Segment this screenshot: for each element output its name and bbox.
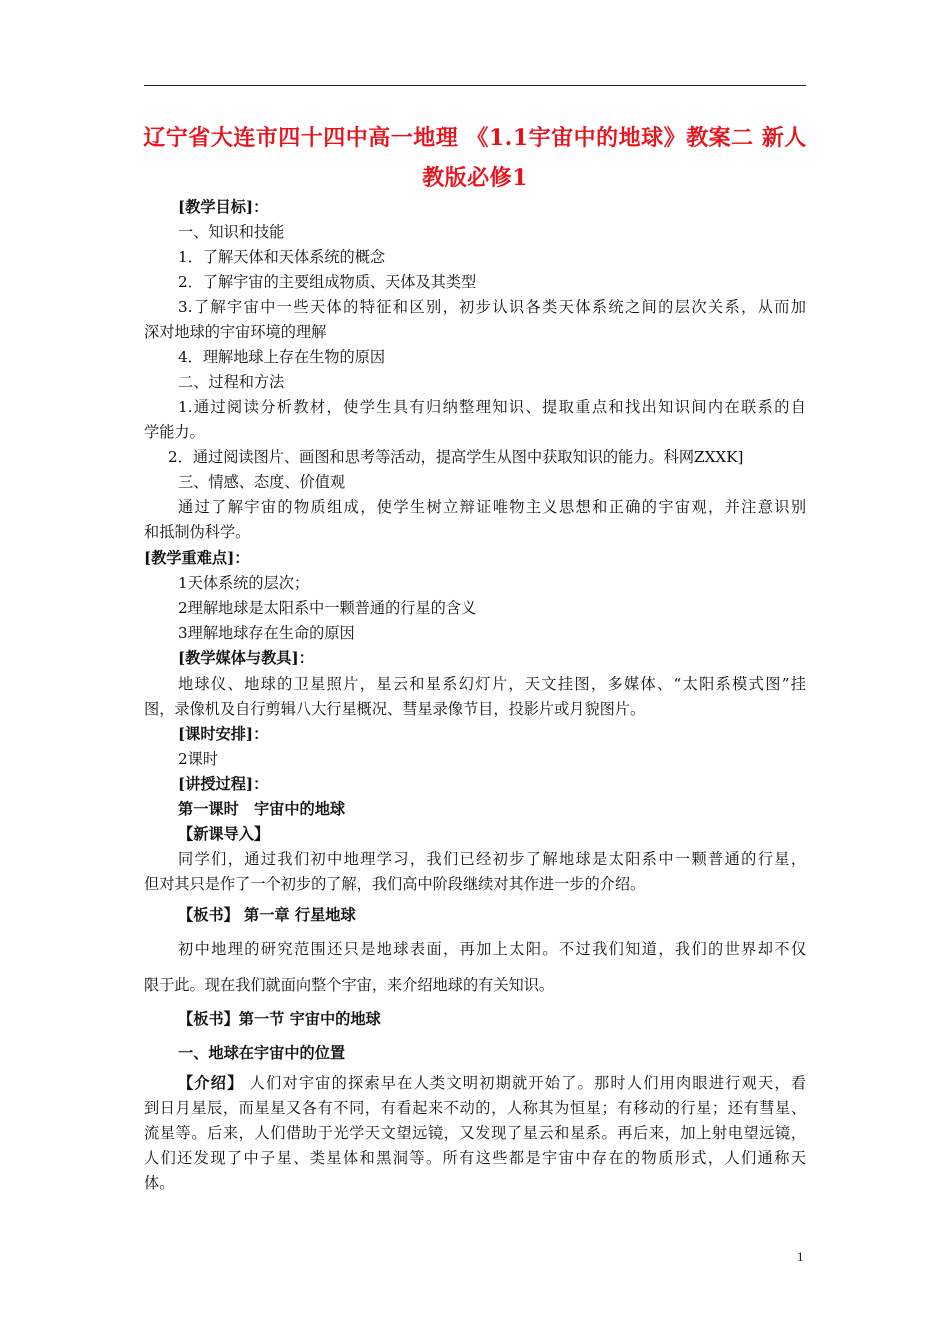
text-line: 1天体系统的层次； [178,574,310,592]
text-line: 【新课导入】 [178,825,270,843]
text-line: 2课时 [178,750,219,768]
text-line: 初中地理的研究范围还只是地球表面，再加上太阳。不过我们知道，我们的世界却不仅 [178,940,806,958]
text-line: 学能力。 [144,423,205,441]
text-line: 流星等。后来，人们借助于光学天文望远镜，又发现了星云和星系。再后来，加上射电望远镜， [144,1124,806,1142]
text-line: 3.了解宇宙中一些天体的特征和区别，初步认识各类天体系统之间的层次关系，从而加 [178,298,806,316]
page-number: 1 [797,1249,804,1264]
text-line: 到日月星辰，而星星又各有不同，有看起来不动的，人称其为恒星；有移动的行星；还有彗星、 [144,1099,806,1117]
text-line: 深对地球的宇宙环境的理解 [144,323,327,341]
text-line: [课时安排]： [178,725,269,743]
text-line: 3理解地球存在生命的原因 [178,624,355,642]
text-line: 人们还发现了中子星、类星体和黑洞等。所有这些都是宇宙中存在的物质形式，人们通称天 [144,1149,806,1167]
text-line: [教学重难点]： [144,549,250,567]
text-line: 【板书】第一节 宇宙中的地球 [178,1010,381,1028]
text-line: 限于此。现在我们就面向整个宇宙，来介绍地球的有关知识。 [144,976,555,994]
text-line: [教学目标]： [178,198,269,216]
text-line: 同学们，通过我们初中地理学习，我们已经初步了解地球是太阳系中一颗普通的行星， [178,850,806,868]
text-line: 2理解地球是太阳系中一颗普通的行星的含义 [178,599,477,617]
text-line: 1．了解天体和天体系统的概念 [178,248,386,266]
text-line: [讲授过程]： [178,775,269,793]
text-line: 通过了解宇宙的物质组成，使学生树立辩证唯物主义思想和正确的宇宙观，并注意识别 [178,498,806,516]
text-line: 第一课时 宇宙中的地球 [178,800,346,818]
text-line: 体。 [144,1174,175,1192]
text-line: 二、过程和方法 [178,373,285,391]
text-line: 和抵制伪科学。 [144,523,251,541]
text-line: 2．通过阅读图片、画图和思考等活动，提高学生从图中获取知识的能力。科网ZXXK] [168,448,744,466]
title-line-1: 辽宁省大连市四十四中高一地理 《1.1宇宙中的地球》教案二 新人 [143,125,807,151]
text-line: 【板书】 第一章 行星地球 [178,906,356,924]
text-line: 一、地球在宇宙中的位置 [178,1044,346,1062]
text-line: 但对其只是作了一个初步的了解，我们高中阶段继续对其作进一步的介绍。 [144,875,646,893]
text-line: 一、知识和技能 [178,223,285,241]
text-line: 地球仪、地球的卫星照片，星云和星系幻灯片，天文挂图，多媒体、“太阳系模式图”挂 [178,675,806,693]
text-line: 【介绍】 人们对宇宙的探索早在人类文明初期就开始了。那时人们用肉眼进行观天，看 [178,1074,807,1092]
header-rule [144,85,806,86]
text-line: 2．了解宇宙的主要组成物质、天体及其类型 [178,273,477,291]
document-title [130,118,820,198]
text-line: 图，录像机及自行剪辑八大行星概况、彗星录像节目，投影片或月貌图片。 [144,700,646,718]
text-line: 4．理解地球上存在生物的原因 [178,348,386,366]
title-line-2: 教版必修1 [422,165,528,191]
text-line: 三、情感、态度、价值观 [178,473,346,491]
text-line: [教学媒体与教具]： [178,649,314,667]
text-line: 1.通过阅读分析教材，使学生具有归纳整理知识、提取重点和找出知识间内在联系的自 [178,398,806,416]
